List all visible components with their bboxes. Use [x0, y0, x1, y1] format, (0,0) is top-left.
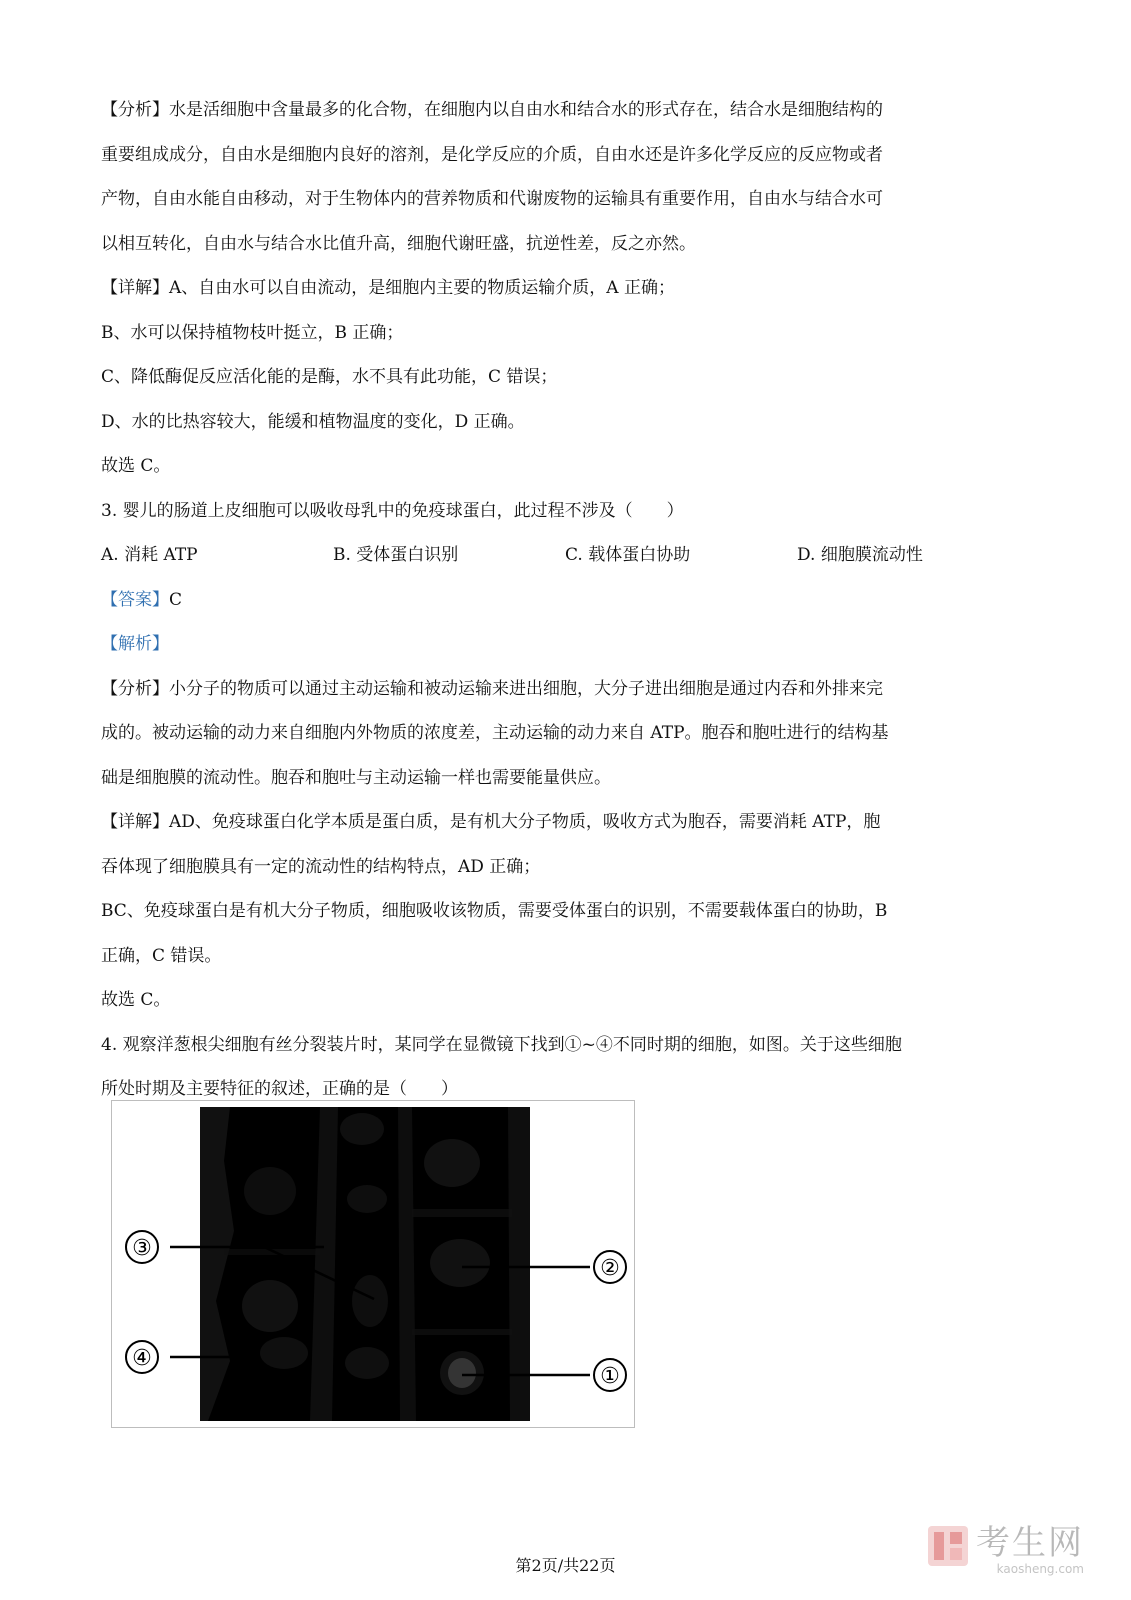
watermark-logo	[926, 1524, 1084, 1576]
choose-answer-2: 故选 C。	[101, 456, 171, 476]
page-footer: 第2页/共22页	[515, 1556, 616, 1575]
label-3: ③	[132, 1236, 152, 1261]
answer-line	[101, 578, 1031, 623]
analysis-line-3: 产物，自由水能自由移动，对于生物体内的营养物质和代谢废物的运输具有重要作用，自由水与结合水可	[101, 189, 883, 209]
explain-label: 【解析】	[101, 634, 169, 654]
label-2: ②	[600, 1256, 620, 1281]
watermark-url: kaosheng.com	[996, 1562, 1084, 1576]
analysis-line-1: 【分析】水是活细胞中含量最多的化合物，在细胞内以自由水和结合水的形式存在，结合水是细胞结构的	[101, 100, 883, 120]
watermark-text: 考生网	[976, 1523, 1084, 1563]
question-3-options	[101, 533, 1031, 578]
analysis-line-2: 重要组成成分，自由水是细胞内良好的溶剂，是化学反应的介质，自由水还是许多化学反应的反应物或者	[101, 144, 883, 165]
analysis3-line-2: 成的。被动运输的动力来自细胞内外物质的浓度差，主动运输的动力来自 ATP。胞吞和胞吐进行的结构基	[101, 723, 889, 743]
detail3-ad-line-1: 【详解】AD、免疫球蛋白化学本质是蛋白质，是有机大分子物质，吸收方式为胞吞，需要消耗 ATP，胞	[101, 812, 881, 832]
detail-c: C、降低酶促反应活化能的是酶，水不具有此功能，C 错误；	[101, 367, 558, 387]
detail-b: B、水可以保持植物枝叶挺立，B 正确；	[101, 322, 404, 343]
option-a: A. 消耗 ATP	[101, 545, 198, 565]
question-4-line-2: 所处时期及主要特征的叙述，正确的是（ ）	[101, 1079, 458, 1099]
label-4: ④	[132, 1346, 152, 1371]
page-content	[101, 88, 1031, 1112]
question-4-line-1: 4. 观察洋葱根尖细胞有丝分裂装片时，某同学在显微镜下找到①~④不同时期的细胞，如图。关于这些细胞	[101, 1034, 902, 1055]
analysis-line-4: 以相互转化，自由水与结合水比值升高，细胞代谢旺盛，抗逆性差，反之亦然。	[101, 233, 696, 254]
detail-d: D、水的比热容较大，能缓和植物温度的变化，D 正确。	[101, 411, 525, 432]
answer-label: 【答案】	[101, 589, 169, 610]
detail3-bc-line-1: BC、免疫球蛋白是有机大分子物质，细胞吸收该物质，需要受体蛋白的识别，不需要载体蛋白的协助，B	[101, 901, 888, 921]
answer-value: C	[169, 589, 183, 610]
detail3-ad-line-2: 吞体现了细胞膜具有一定的流动性的结构特点，AD 正确；	[101, 856, 541, 877]
label-1: ①	[600, 1364, 620, 1389]
onion-root-cells-image	[112, 1101, 634, 1427]
logo-icon	[926, 1524, 970, 1568]
question-3: 3. 婴儿的肠道上皮细胞可以吸收母乳中的免疫球蛋白，此过程不涉及（ ）	[101, 500, 684, 521]
detail3-bc-line-2: 正确，C 错误。	[101, 945, 222, 966]
option-c: C. 载体蛋白协助	[565, 545, 691, 565]
micrograph-figure	[111, 1100, 635, 1428]
detail-a: 【详解】A、自由水可以自由流动，是细胞内主要的物质运输介质，A 正确；	[101, 278, 675, 298]
option-b: B. 受体蛋白识别	[333, 545, 459, 565]
option-d: D. 细胞膜流动性	[797, 545, 923, 565]
analysis3-line-3: 础是细胞膜的流动性。胞吞和胞吐与主动运输一样也需要能量供应。	[101, 767, 611, 788]
analysis3-line-1: 【分析】小分子的物质可以通过主动运输和被动运输来进出细胞，大分子进出细胞是通过内吞和外排来完	[101, 678, 883, 699]
choose-answer-3: 故选 C。	[101, 990, 171, 1010]
